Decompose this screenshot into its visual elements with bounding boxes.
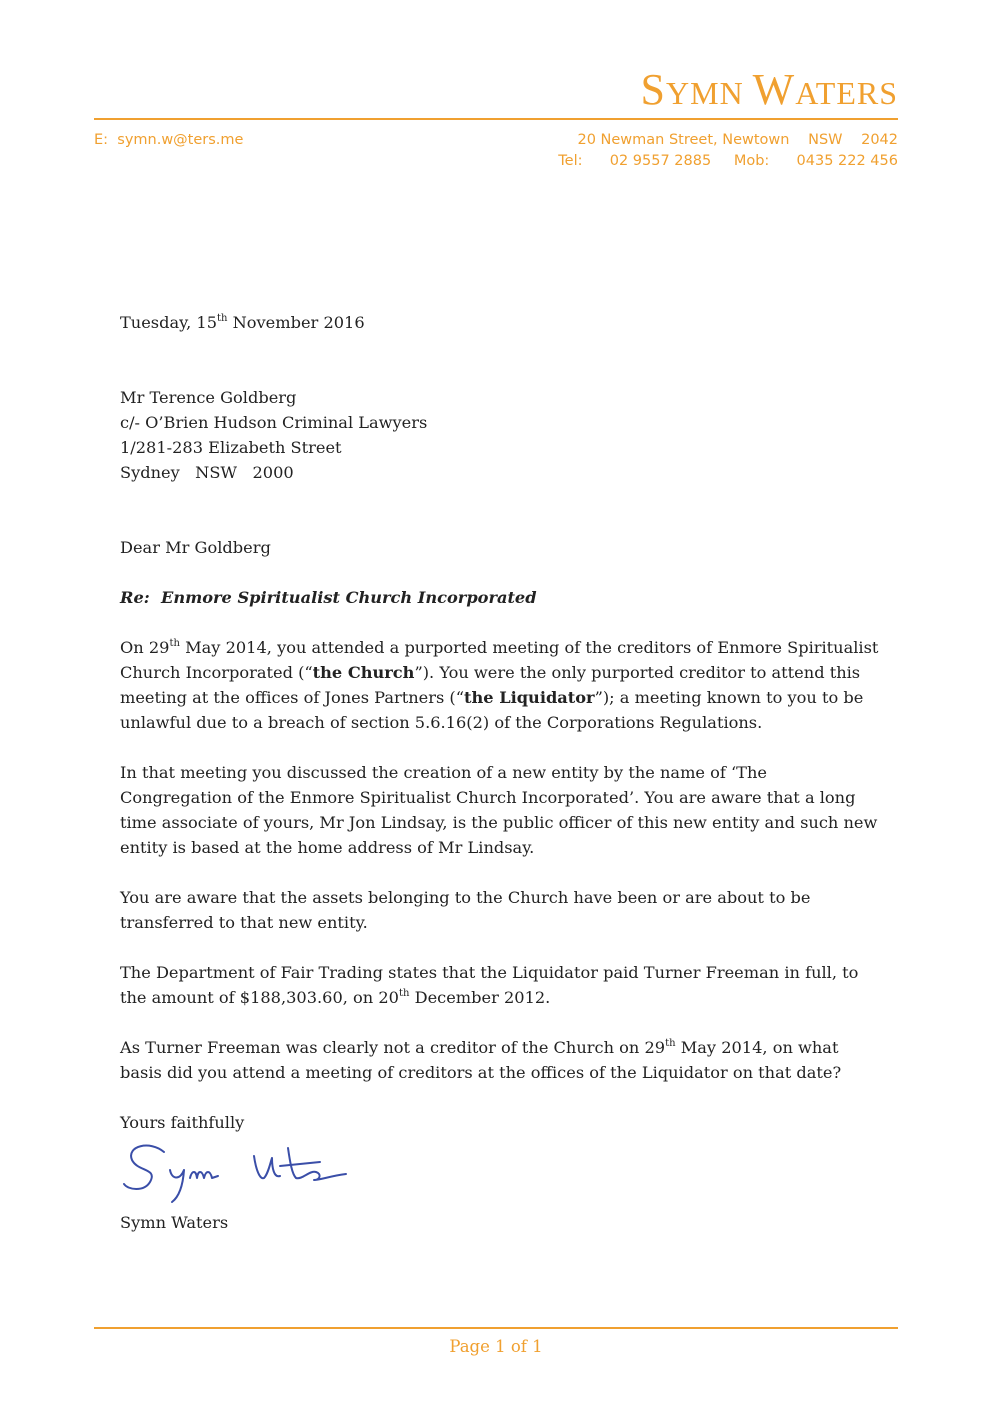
page-number: Page 1 of 1 xyxy=(449,1337,543,1356)
paragraph-1: On 29th May 2014, you attended a purported meeting of the creditors of Enmore Spiritualist Church Incorporated (“the Church”). You were the only purported creditor to attend this meeting at the offices of Jones Partners (“the Liquidator”); a meeting known to you to be unlawful due to a breach of section 5.6.16(2) of the Corporations Regulations. xyxy=(120,637,879,732)
signer-name: Symn Waters xyxy=(120,1213,229,1232)
phone-numbers: Tel: 02 9557 2885 Mob: 0435 222 456 xyxy=(558,153,898,169)
footer-divider xyxy=(94,1327,898,1329)
handwritten-signature xyxy=(120,1138,370,1208)
letterhead-email: E: symn.w@ters.me xyxy=(94,132,244,148)
subject-line: Re: Enmore Spiritualist Church Incorporated xyxy=(120,588,537,607)
recipient-line: c/- O’Brien Hudson Criminal Lawyers xyxy=(120,413,428,432)
recipient-line: Mr Terence Goldberg xyxy=(120,388,297,407)
letterhead-address xyxy=(558,130,898,172)
letterhead-divider xyxy=(94,118,898,120)
paragraph-5: As Turner Freeman was clearly not a creditor of the Church on 29th May 2014, on what basis did you attend a meeting of creditors at the offices of the Liquidator on that date? xyxy=(120,1037,842,1082)
paragraph-3: You are aware that the assets belonging to the Church have been or are about to be transferred to that new entity. xyxy=(120,888,811,932)
recipient-address xyxy=(120,385,880,485)
letterhead-name: SYMN WATERS xyxy=(640,65,898,114)
closing: Yours faithfully xyxy=(120,1113,245,1132)
paragraph-4: The Department of Fair Trading states that the Liquidator paid Turner Freeman in full, to the amount of $188,303.60, on 20th December 2012. xyxy=(120,963,859,1007)
salutation: Dear Mr Goldberg xyxy=(120,538,271,557)
letter-date: Tuesday, 15th November 2016 xyxy=(120,312,365,332)
defined-term-church: the Church xyxy=(312,663,415,682)
email-link[interactable]: symn.w@ters.me xyxy=(117,132,244,148)
recipient-line: 1/281-283 Elizabeth Street xyxy=(120,438,342,457)
defined-term-liquidator: the Liquidator xyxy=(464,688,595,707)
paragraph-2: In that meeting you discussed the creation of a new entity by the name of ‘The Congregation of the Enmore Spiritualist Church Incorporated’. You are aware that a long time associate of yours, Mr Jon Lindsay, is the public officer of this new entity and such new entity is based at the home address of Mr Lindsay. xyxy=(120,763,878,857)
street-address: 20 Newman Street, Newtown NSW 2042 xyxy=(577,132,898,148)
recipient-line: Sydney NSW 2000 xyxy=(120,463,294,482)
